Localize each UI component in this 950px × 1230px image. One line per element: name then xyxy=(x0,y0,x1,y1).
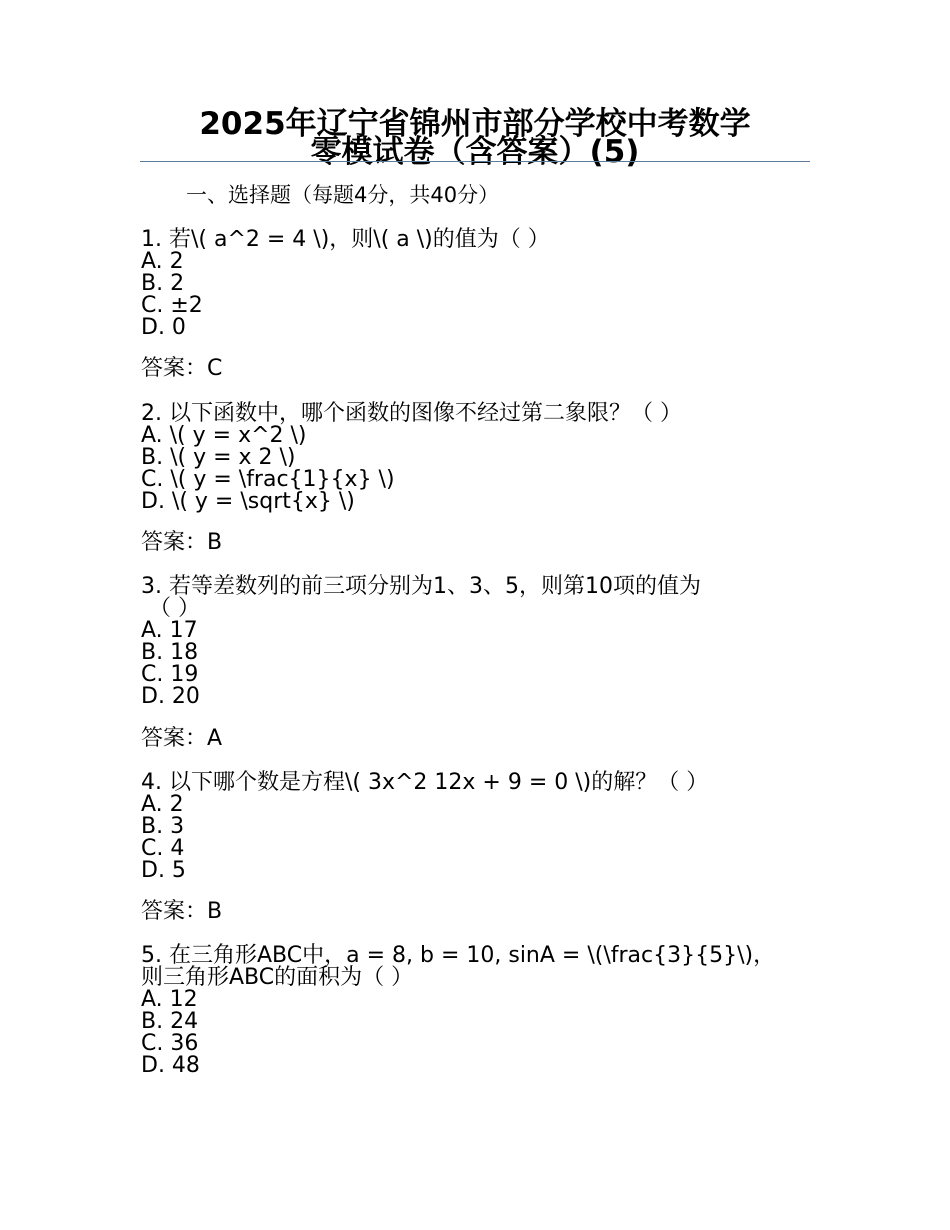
question-stem-continued: 则三角形ABC的面积为（ ） xyxy=(141,965,414,990)
question-stem: 1. 若\( a^2 = 4 \)，则\( a \)的值为（ ） xyxy=(141,227,550,252)
answer-3: 答案：A xyxy=(141,726,223,751)
option-c: C. 19 xyxy=(141,662,199,687)
answer-4: 答案：B xyxy=(141,899,223,924)
option-b: B. 3 xyxy=(141,814,185,839)
option-c: C. 36 xyxy=(141,1031,199,1056)
section-heading: 一、选择题（每题4分，共40分） xyxy=(186,183,500,207)
question-stem: 3. 若等差数列的前三项分别为1、3、5，则第10项的值为 xyxy=(141,574,701,599)
option-d: D. 20 xyxy=(141,684,200,709)
question-2 xyxy=(141,403,801,513)
document-title xyxy=(140,106,810,170)
option-c: C. ±2 xyxy=(141,293,203,318)
question-stem: 2. 以下函数中，哪个函数的图像不经过第二象限？（ ） xyxy=(141,401,682,426)
option-b: B. 2 xyxy=(141,271,185,296)
answer-1: 答案：C xyxy=(141,356,223,381)
option-c: C. \( y = \frac{1}{x} \) xyxy=(141,467,395,492)
option-d: D. 5 xyxy=(141,858,186,883)
option-c: C. 4 xyxy=(141,836,185,861)
option-d: D. 48 xyxy=(141,1053,200,1078)
question-stem: 4. 以下哪个数是方程\( 3x^2 12x + 9 = 0 \)的解？（ ） xyxy=(141,770,709,795)
question-stem-continued: （ ） xyxy=(149,596,200,621)
question-stem: 5. 在三角形ABC中，a = 8, b = 10, sinA = \(\frac{3}{5}\)， xyxy=(141,943,776,968)
title-line-2: 零模试卷（含答案）(5) xyxy=(310,134,640,170)
option-a: A. 2 xyxy=(141,249,184,274)
option-a: A. 12 xyxy=(141,987,198,1012)
option-a: A. 2 xyxy=(141,792,184,817)
title-underline xyxy=(140,161,810,162)
question-3 xyxy=(141,576,801,708)
question-5 xyxy=(141,945,801,1077)
option-b: B. 24 xyxy=(141,1009,199,1034)
question-4 xyxy=(141,772,801,882)
option-b: B. 18 xyxy=(141,640,199,665)
option-b: B. \( y = x 2 \) xyxy=(141,445,296,470)
option-a: A. \( y = x^2 \) xyxy=(141,423,307,448)
option-a: A. 17 xyxy=(141,618,198,643)
question-1 xyxy=(141,229,801,339)
answer-2: 答案：B xyxy=(141,530,223,555)
title-line-1: 2025年辽宁省锦州市部分学校中考数学 xyxy=(199,106,751,142)
option-d: D. \( y = \sqrt{x} \) xyxy=(141,489,355,514)
option-d: D. 0 xyxy=(141,315,186,340)
